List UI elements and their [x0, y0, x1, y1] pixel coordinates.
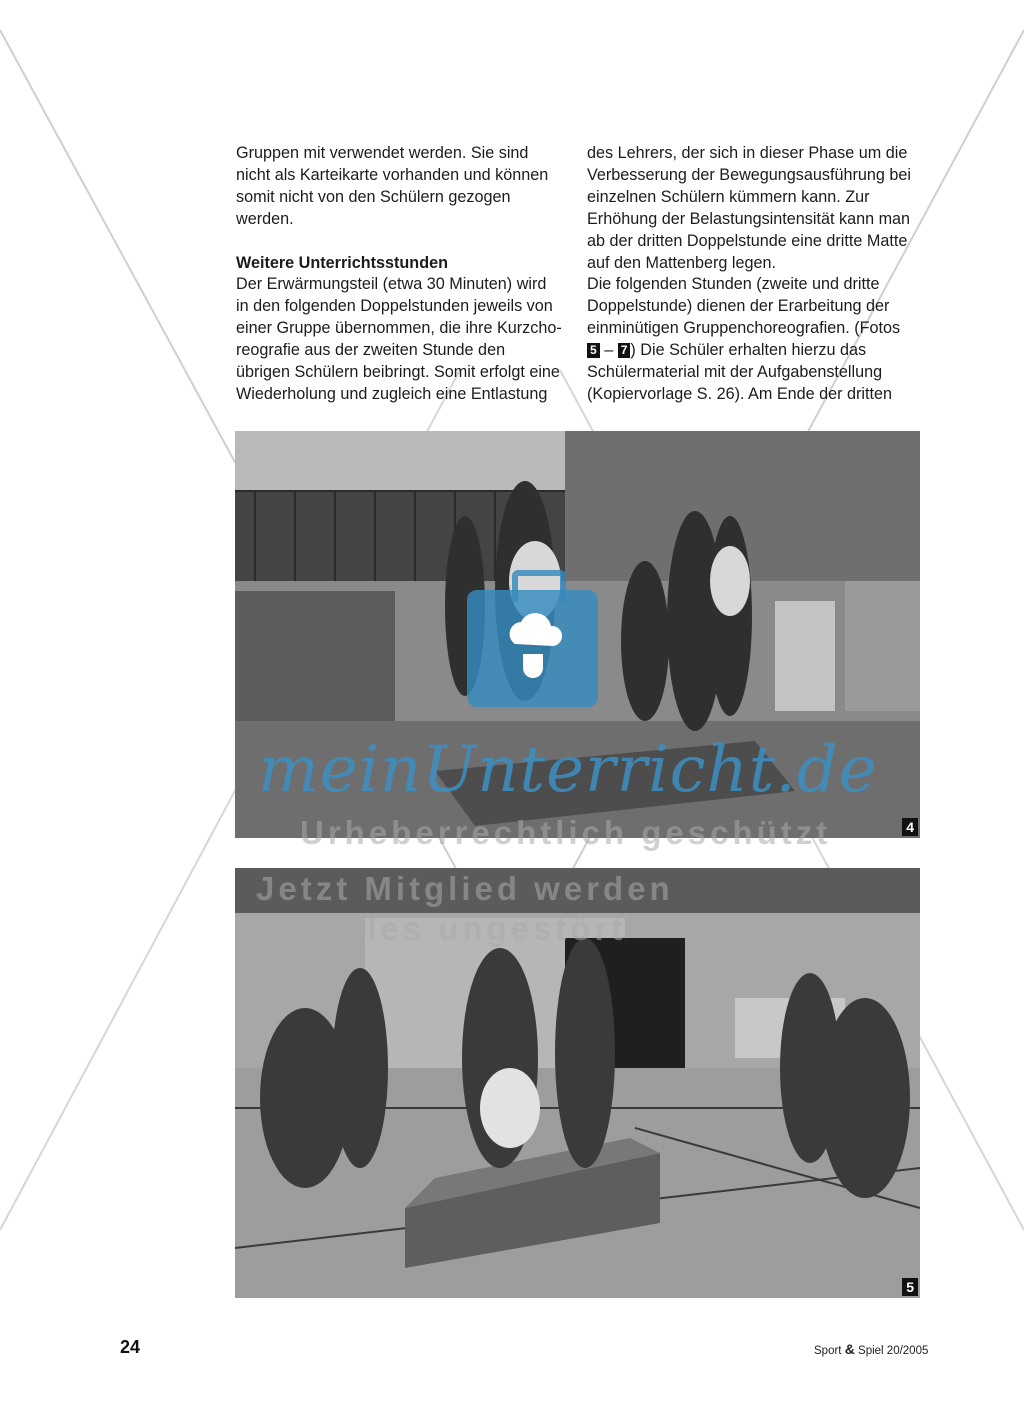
watermark-text: Jetzt Mitglied werden	[256, 870, 674, 907]
photo-number-badge: 5	[902, 1278, 918, 1296]
section-heading: Weitere Unterrichtsstunden	[236, 253, 448, 272]
text-line: nicht als Karteikarte vorhanden und können	[236, 165, 549, 184]
text-line: einminütigen Gruppenchoreografien. (Fotos	[587, 319, 901, 338]
text-line: ab der dritten Doppelstunde eine dritte Matte	[587, 231, 908, 250]
text-column-right	[587, 143, 923, 406]
page-number: 24	[120, 1337, 141, 1357]
photo-ref-text: ) Die Schüler erhalten hierzu das	[630, 341, 867, 360]
text-line: Gruppen mit verwendet werden. Sie sind	[236, 144, 529, 162]
text-line: somit nicht von den Schülern gezogen	[236, 187, 511, 206]
text-line: (Kopiervorlage S. 26). Am Ende der dritten	[587, 384, 893, 403]
text-line: des Lehrers, der sich in dieser Phase um die	[587, 144, 908, 162]
text-line: Die folgenden Stunden (zweite und dritte	[587, 275, 880, 294]
photo-ref-dash: –	[604, 341, 614, 360]
text-line: einer Gruppe übernommen, die ihre Kurzcho-	[236, 319, 562, 338]
journal-name-part: Sport	[814, 1345, 842, 1357]
watermark-text: und alles ungestört	[246, 910, 627, 947]
text-line: übrigen Schülern beibringt. Somit erfolgt eine	[236, 363, 560, 382]
watermark-text: Urheberrechtlich geschützt	[300, 814, 832, 851]
journal-issue: Spiel 20/2005	[858, 1345, 929, 1357]
text-line: Der Erwärmungsteil (etwa 30 Minuten) wird	[236, 275, 547, 294]
text-line: Doppelstunde) dienen der Erarbeitung der	[587, 297, 890, 316]
photo-gym-balcony	[235, 431, 920, 838]
text-line: Wiederholung und zugleich eine Entlastung	[236, 384, 548, 403]
text-line: in den folgenden Doppelstunden jeweils von	[236, 297, 553, 316]
journal-footer	[814, 1341, 928, 1357]
photo-mat-pile	[235, 868, 920, 1298]
watermark-brand: meinUnterricht.de	[258, 733, 878, 807]
text-line: Schülermaterial mit der Aufgabenstellung	[587, 363, 883, 382]
text-line: werden.	[236, 209, 294, 228]
photo-ref-badge-5: 5	[587, 343, 600, 358]
journal-ampersand: &	[844, 1341, 855, 1357]
text-line: Verbesserung der Bewegungsausführung bei	[587, 165, 911, 184]
photo-4-illustration	[235, 431, 920, 838]
photo-ref-badge-7: 7	[618, 343, 631, 358]
text-line-photo-ref	[587, 340, 923, 362]
text-line: einzelnen Schülern kümmern kann. Zur	[587, 187, 870, 206]
text-line: reografie aus der zweiten Stunde den	[236, 341, 506, 360]
photo-5-illustration	[235, 868, 920, 1298]
text-line: Erhöhung der Belastungsintensität kann man	[587, 209, 911, 228]
text-column-left	[236, 143, 572, 406]
text-line: auf den Mattenberg legen.	[587, 253, 776, 272]
photo-number-badge: 4	[902, 818, 918, 836]
